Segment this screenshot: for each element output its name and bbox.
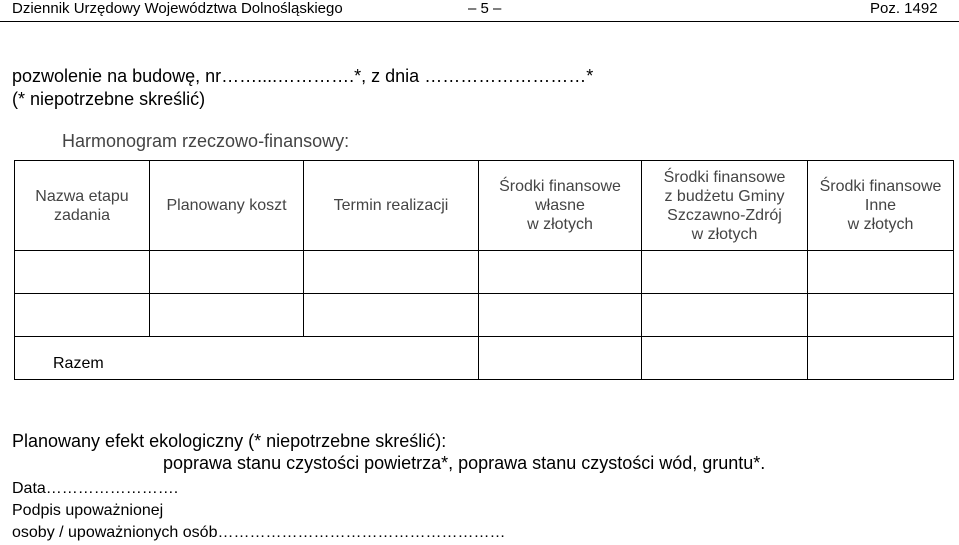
table-cell[interactable] (150, 251, 304, 294)
page-number: – 5 – (468, 0, 502, 17)
signature-label: Podpis upoważnionej (12, 502, 164, 519)
table-cell[interactable] (808, 294, 954, 337)
header-stage-name: Nazwa etapu zadania (15, 161, 150, 251)
header-planned-cost: Planowany koszt (150, 161, 304, 251)
table-cell[interactable] (15, 251, 150, 294)
schedule-title: Harmonogram rzeczowo-finansowy: (62, 131, 350, 151)
effect-label: Planowany efekt ekologiczny (* niepotrzebne skreślić): (12, 431, 447, 451)
permit-line: pozwolenie na budowę, nr……....………….*, z dnia ………………………* (12, 66, 594, 86)
total-municipal-funds[interactable] (642, 337, 808, 380)
header-own-funds: Środki finansowe własne w złotych (479, 161, 642, 251)
permit-note: (* niepotrzebne skreślić) (12, 89, 206, 109)
table-row (15, 251, 954, 294)
table-cell[interactable] (150, 294, 304, 337)
signature-line: osoby / upoważnionych osób……………………………………………… (12, 524, 506, 541)
table-header-row (15, 161, 954, 251)
table-cell[interactable] (304, 294, 479, 337)
effect-options: poprawa stanu czystości powietrza*, poprawa stanu czystości wód, gruntu*. (163, 453, 766, 473)
table-row (15, 294, 954, 337)
table-cell[interactable] (642, 294, 808, 337)
total-label: Razem (15, 337, 479, 380)
header-municipal-funds: Środki finansowe z budżetu Gminy Szczawno-Zdrój w złotych (642, 161, 808, 251)
table-cell[interactable] (304, 251, 479, 294)
header-divider (0, 21, 959, 22)
position-number: Poz. 1492 (870, 0, 938, 17)
total-own-funds[interactable] (479, 337, 642, 380)
total-other-funds[interactable] (808, 337, 954, 380)
header-other-funds: Środki finansowe Inne w złotych (808, 161, 954, 251)
table-total-row (15, 337, 954, 380)
table-cell[interactable] (15, 294, 150, 337)
schedule-table (14, 160, 954, 380)
table-cell[interactable] (479, 251, 642, 294)
table-cell[interactable] (808, 251, 954, 294)
journal-title: Dziennik Urzędowy Województwa Dolnośląskiego (12, 0, 343, 17)
date-line: Data……………………. (12, 480, 179, 497)
table-cell[interactable] (479, 294, 642, 337)
header-completion-date: Termin realizacji (304, 161, 479, 251)
table-cell[interactable] (642, 251, 808, 294)
